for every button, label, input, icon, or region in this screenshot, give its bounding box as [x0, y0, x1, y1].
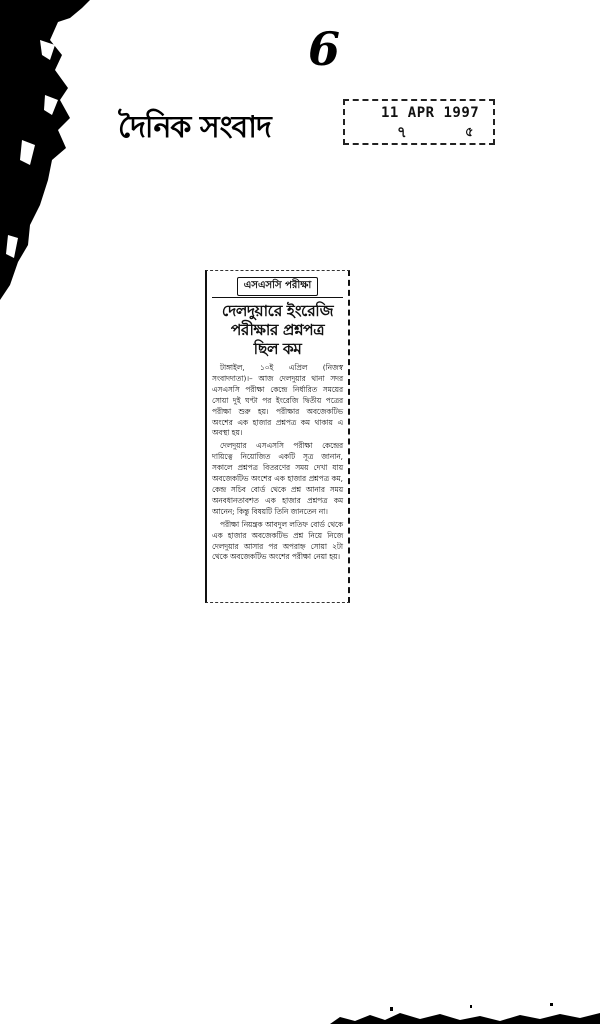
article-paragraph: দেলদুয়ার এসএসসি পরীক্ষা কেন্দ্রের দায়িত্বে নিয়োজিত একটি সূত্র জানান, সকালে প্রশ্নপত্র বিতরণের সময় দেখা যায় অবজেকটিভ অংশের এক হাজার প্রশ্নপত্র কম, কেন্দ্র সচিব বোর্ড থেকে প্রশ্ন আনার সময় অনবধানতাবশত এক হাজার প্রশ্নপত্র কম আনেন; কিন্তু বিষয়টি তিনি জানতেন না।: [212, 441, 343, 516]
headline-line: দেলদুয়ারে ইংরেজি: [221, 302, 334, 320]
stamp-column-number: ৫: [465, 124, 474, 140]
handwritten-page-number: 6: [308, 22, 341, 76]
article-paragraph: টাঙ্গাইল, ১০ই এপ্রিল (নিজস্ব সংবাদদাতা)।– আজ দেলদুয়ার থানা সদর এসএসসি পরীক্ষা কেন্দ্রে নির্ধারিত সময়ের সোয়া দুই ঘণ্টা পর ইংরেজি দ্বিতীয় পত্রের পরীক্ষা শুরু হয়। পরীক্ষার অবজেকটিভ অংশের এক হাজার প্রশ্নপত্র কম থাকায় এ অবস্থা হয়।: [212, 363, 343, 438]
article-body: [212, 363, 343, 563]
stamp-date: 11 APR 1997: [381, 105, 480, 121]
stamp-page-number: ৭: [397, 122, 407, 141]
torn-paper-edge: [0, 0, 90, 300]
scan-debris: [330, 995, 600, 1024]
article-paragraph: পরীক্ষা নিয়ন্ত্রক আবদুল লতিফ বোর্ড থেকে এক হাজার অবজেকটিভ প্রশ্ন নিয়ে নিজে দেলদুয়ার আসার পর অপরাহ্ন সোয়া ২টা থেকে অবজেকটিভ অংশের পরীক্ষা নেয়া হয়।: [212, 519, 343, 562]
article-headline: [212, 302, 343, 359]
headline-line: ছিল কম: [253, 340, 302, 358]
headline-line: পরীক্ষার প্রশ্নপত্র: [230, 321, 325, 339]
article-kicker: এসএসসি পরীক্ষা: [237, 277, 319, 296]
date-stamp: [343, 99, 495, 145]
news-clipping: [205, 270, 350, 603]
newspaper-masthead: দৈনিক সংবাদ: [118, 110, 271, 145]
